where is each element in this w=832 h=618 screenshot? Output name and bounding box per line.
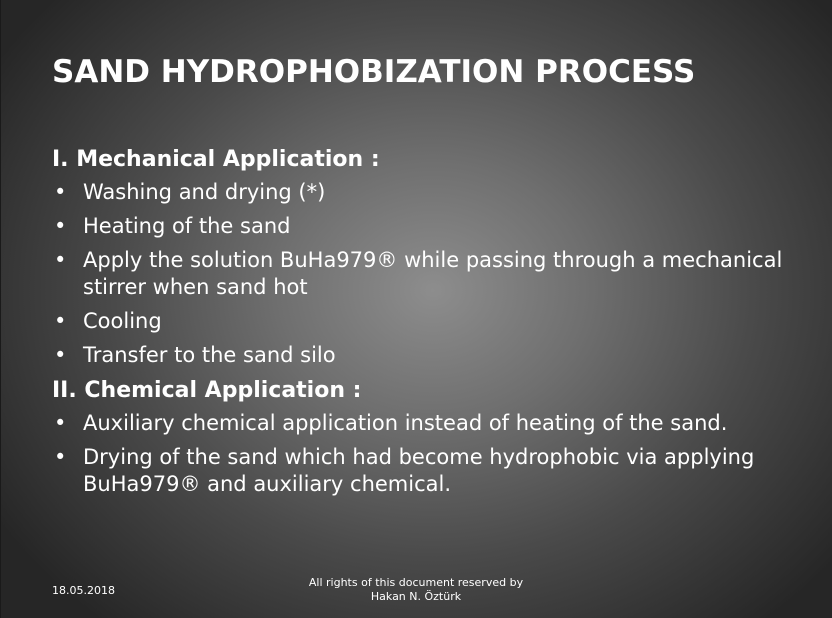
slide-content: [52, 145, 792, 505]
copyright-line-2: Hakan N. Öztürk: [370, 590, 462, 603]
list-item: [52, 247, 792, 301]
section-heading-chemical: II. Chemical Application :: [52, 378, 362, 403]
list-item: [52, 444, 792, 498]
bullet-icon: •: [54, 248, 67, 272]
chemical-list: [52, 410, 792, 498]
bullet-icon: •: [54, 180, 67, 204]
bullet-icon: •: [54, 411, 67, 435]
list-item-text: Heating of the sand: [83, 214, 291, 238]
list-item-text: Transfer to the sand silo: [83, 343, 336, 367]
list-item-text: Drying of the sand which had become hydrophobic via applying BuHa979® and auxiliary chemical.: [83, 445, 755, 496]
section-heading-mechanical: I. Mechanical Application :: [52, 147, 380, 172]
list-item-text: Auxiliary chemical application instead of heating of the sand.: [83, 411, 728, 435]
list-item: [52, 179, 792, 206]
list-item-text: Cooling: [83, 309, 162, 333]
list-item: [52, 213, 792, 240]
footer-copyright: [301, 576, 531, 604]
list-item: [52, 342, 792, 369]
bullet-icon: •: [54, 309, 67, 333]
mechanical-list: [52, 179, 792, 369]
bullet-icon: •: [54, 343, 67, 367]
list-item: [52, 308, 792, 335]
footer-date: 18.05.2018: [52, 584, 115, 597]
list-item-text: Washing and drying (*): [83, 180, 326, 204]
copyright-line-1: All rights of this document reserved by: [308, 576, 524, 589]
bullet-icon: •: [54, 214, 67, 238]
bullet-icon: •: [54, 445, 67, 469]
slide-title: SAND HYDROPHOBIZATION PROCESS: [52, 54, 696, 90]
list-item-text: Apply the solution BuHa979® while passing through a mechanical stirrer when sand hot: [83, 248, 783, 299]
list-item: [52, 410, 792, 437]
